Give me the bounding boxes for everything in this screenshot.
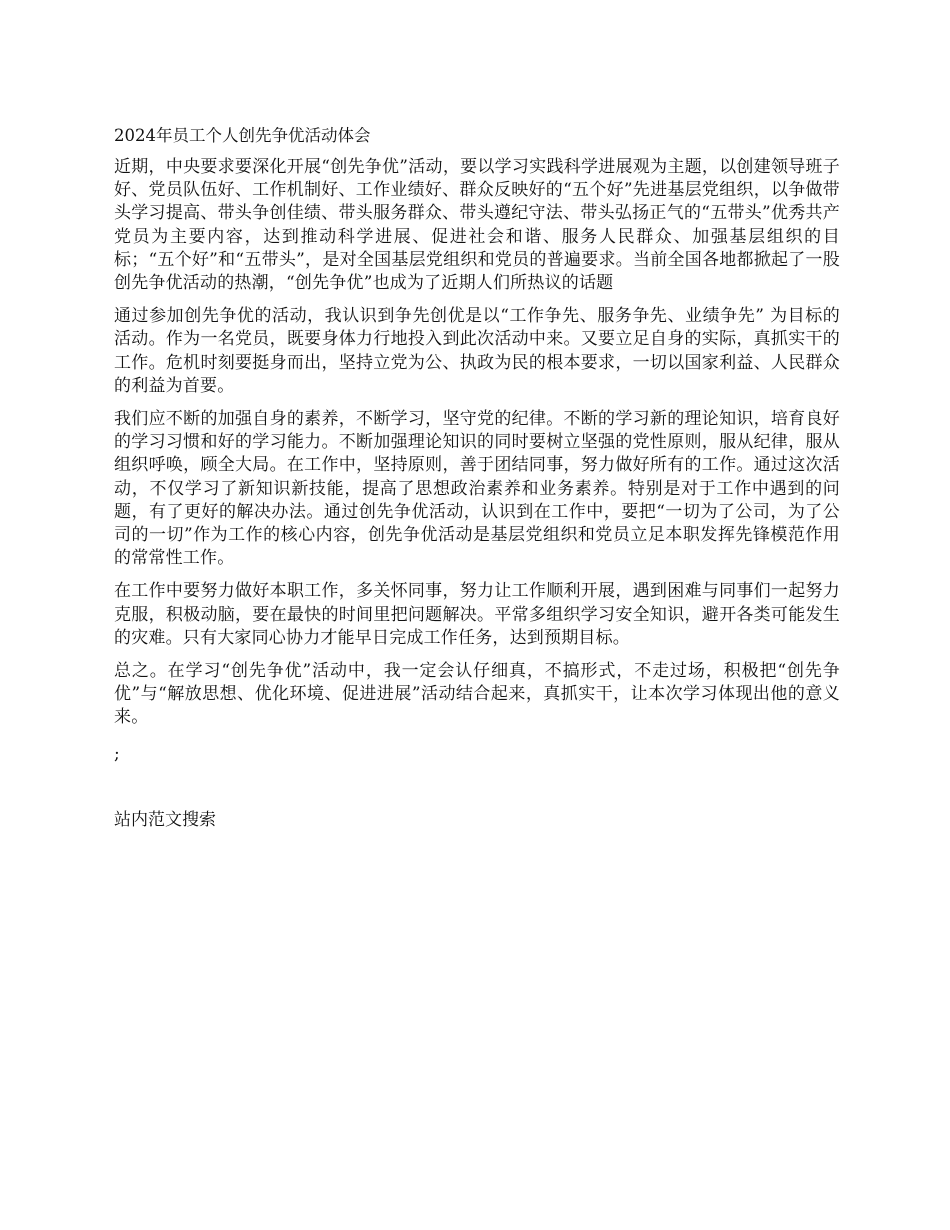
paragraph-3: 我们应不断的加强自身的素养，不断学习，坚守党的纪律。不断的学习新的理论知识，培育良好的学习习惯和好的学习能力。不断加强理论知识的同时要树立坚强的党性原则，服从纪律，服从组织呼唤，顾全大局。在工作中，坚持原则，善于团结同事，努力做好所有的工作。通过这次活动，不仅学习了新知识新技能，提高了思想政治素养和业务素养。特别是对于工作中遇到的问题，有了更好的解决办法。通过创先争优活动，认识到在工作中，要把“一切为了公司，为了公司的一切”作为工作的核心内容，创先争优活动是基层党组织和党员立足本职发挥先锋模范作用的常常性工作。 (114, 409, 840, 569)
trailing-semicolon: ; (114, 743, 120, 764)
site-search-link[interactable]: 站内范文搜索 (114, 809, 216, 830)
document-title: 2024年员工个人创先争优活动体会 (114, 126, 371, 145)
paragraph-5: 总之。在学习“创先争优”活动中，我一定会认仔细真，不搞形式，不走过场，积极把“创先争优”与“解放思想、优化环境、促进进展”活动结合起来，真抓实干，让本次学习体现出他的意义来。 (114, 661, 840, 728)
paragraph-2: 通过参加创先争优的活动，我认识到争先创优是以“工作争先、服务争先、业绩争先” 为目标的活动。作为一名党员，既要身体力行地投入到此次活动中来。又要立足自身的实际，真抓实干的工作。危机时刻要挺身而出，坚持立党为公、执政为民的根本要求，一切以国家利益、人民群众的利益为首要。 (114, 306, 840, 396)
paragraph-1: 近期，中央要求要深化开展“创先争优”活动，要以学习实践科学进展观为主题，以创建领导班子好、党员队伍好、工作机制好、工作业绩好、群众反映好的“五个好”先进基层党组织，以争做带头学习提高、带头争创佳绩、带头服务群众、带头遵纪守法、带头弘扬正气的“五带头”优秀共产党员为主要内容，达到推动科学进展、促进社会和谐、服务人民群众、加强基层组织的目标；“五个好”和“五带头”，是对全国基层党组织和党员的普遍要求。当前全国各地都掀起了一股创先争优活动的热潮，“创先争优”也成为了近期人们所热议的话题 (114, 157, 840, 294)
document-page (114, 124, 840, 832)
paragraph-4: 在工作中要努力做好本职工作，多关怀同事，努力让工作顺利开展，遇到困难与同事们一起努力克服，积极动脑，要在最快的时间里把问题解决。平常多组织学习安全知识，避开各类可能发生的灾难。只有大家同心协力才能早日完成工作任务，达到预期目标。 (114, 581, 840, 648)
